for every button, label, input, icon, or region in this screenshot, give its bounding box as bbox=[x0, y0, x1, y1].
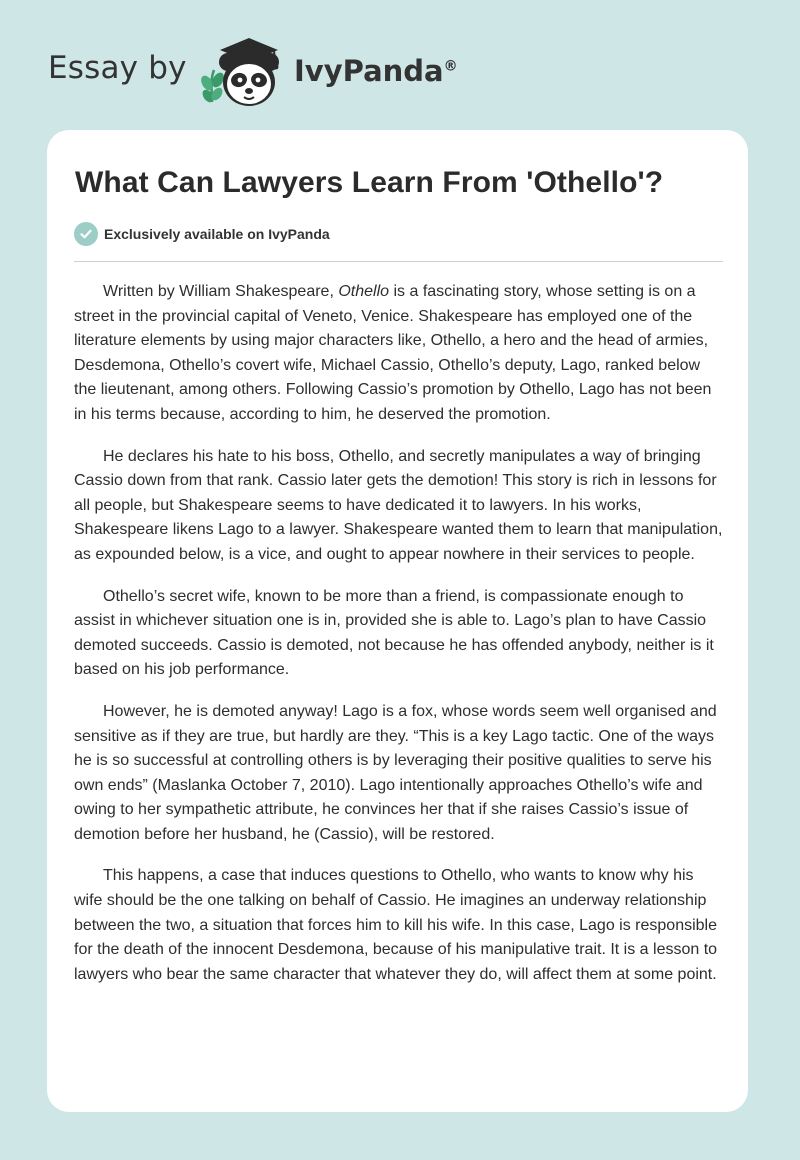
paragraph: Othello’s secret wife, known to be more than a friend, is compassionate enough to assist in whichever situation one is in, provided she is able to. Lago’s plan to have Cassio demoted succeeds. Cassio is demoted, not because he has offended anybody, neither is it based on his job performance. bbox=[74, 587, 714, 679]
site-header bbox=[0, 0, 800, 130]
paragraph: He declares his hate to his boss, Othello, and secretly manipulates a way of bringing Cassio down from that rank. Cassio later gets the demotion! This story is rich in lessons for all people, but Shakespeare seems to have dedicated it to lawyers. In his works, Shakespeare likens Lago to a lawyer. Shakespeare wanted them to learn that manipulation, as expounded below, is a vice, and ought to appear nowhere in their services to people. bbox=[74, 447, 723, 563]
paragraph-text: Written by William Shakespeare, bbox=[103, 283, 339, 300]
brand-name bbox=[294, 54, 458, 88]
divider bbox=[74, 261, 723, 262]
check-circle-icon bbox=[74, 222, 98, 246]
essay-card bbox=[47, 130, 748, 1112]
panda-graduate-logo-icon[interactable] bbox=[198, 36, 294, 108]
paragraph: This happens, a case that induces questions to Othello, who wants to know why his wife should be the one talking on behalf of Cassio. He imagines an underway relationship between the two, a situation that forces him to kill his wife. In this case, Lago is responsible for the death of the innocent Desdemona, because of his manipulative trait. It is a lesson to lawyers who bear the same character that whatever they do, will affect them at some point. bbox=[74, 867, 718, 983]
brand-name-text: IvyPanda bbox=[294, 54, 444, 88]
paragraph-text: is a fascinating story, whose setting is on a street in the provincial capital of Veneto, Venice. Shakespeare has employed one of the literature elements by using major characters like, Othello, a hero and the head of armies, Desdemona, Othello’s covert wife, Michael Cassio, Othello’s deputy, Lago, ranked below the lieutenant, among others. Following Cassio’s promotion by Othello, Lago has not been in his terms because, according to him, he deserved the promotion. bbox=[74, 283, 712, 423]
essay-body bbox=[74, 280, 724, 1004]
exclusive-badge bbox=[74, 222, 330, 246]
work-title-emphasis: Othello bbox=[338, 283, 390, 300]
essay-by-label: Essay by bbox=[48, 50, 187, 86]
paragraph bbox=[74, 280, 724, 428]
page-title: What Can Lawyers Learn From 'Othello'? bbox=[75, 166, 664, 199]
exclusive-badge-label: Exclusively available on IvyPanda bbox=[104, 226, 330, 242]
registered-mark: ® bbox=[443, 58, 458, 75]
paragraph: However, he is demoted anyway! Lago is a fox, whose words seem well organised and sensitive as if they are true, but hardly are they. “This is a key Lago tactic. One of the ways he is so successful at controlling others is by leveraging their positive qualities to serve his own ends” (Maslanka October 7, 2010). Lago intentionally approaches Othello’s wife and owing to her sympathetic attribute, he convinces her that if she raises Cassio’s issue of demotion before her husband, he (Cassio), will be restored. bbox=[74, 702, 717, 843]
